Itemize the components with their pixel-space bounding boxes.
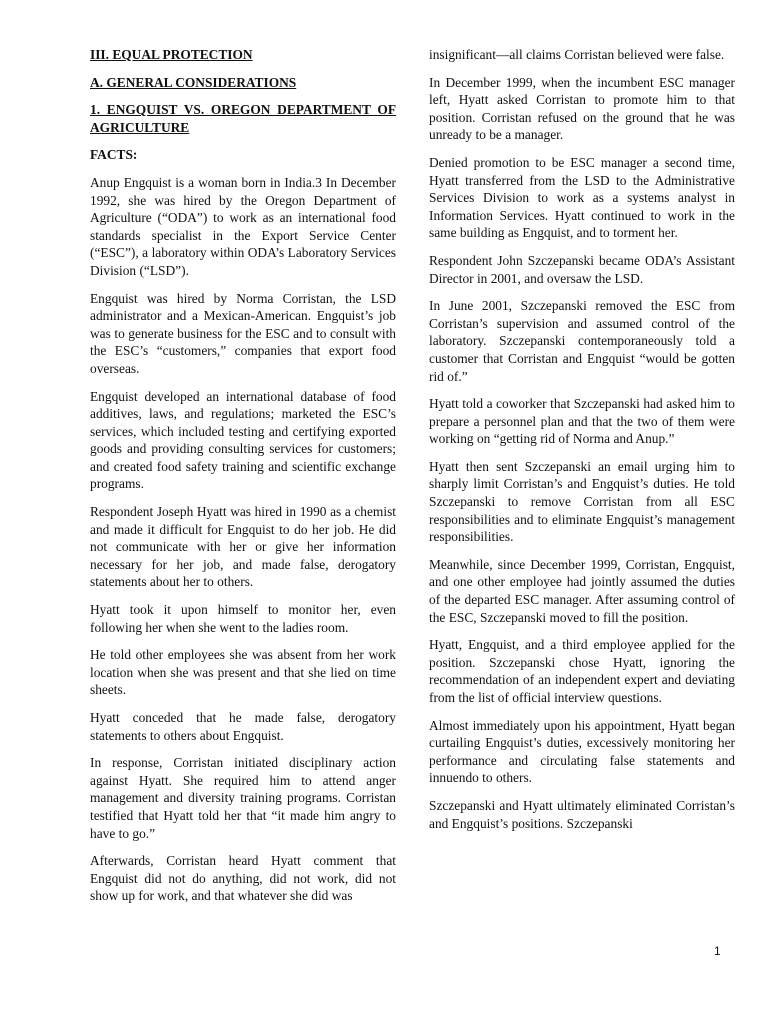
paragraph: Engquist developed an international database of food additives, laws, and regulations; marketed the ESC’s services, which included testing and certifying exported goods and providing consulting services for customers; and created food safety training and scientific exchange programs. xyxy=(90,388,396,492)
paragraph: Anup Engquist is a woman born in India.3 In December 1992, she was hired by the Oregon Department of Agriculture (“ODA”) to work as an international food standards specialist in the Export Service Center (“ESC”), a laboratory within ODA’s Laboratory Services Division (“LSD”). xyxy=(90,174,396,278)
paragraph: In response, Corristan initiated disciplinary action against Hyatt. She required him to attend anger management and diversity training programs. Corristan testified that Hyatt told her that “it made him angry to have to go.” xyxy=(90,755,396,841)
subsection-heading: A. GENERAL CONSIDERATIONS xyxy=(90,74,297,90)
paragraph: Szczepanski and Hyatt ultimately eliminated Corristan’s and Engquist’s positions. Szczepanski xyxy=(429,797,735,831)
paragraph: Hyatt took it upon himself to monitor her, even following her when she went to the ladies room. xyxy=(90,602,396,635)
page-number: 1 xyxy=(714,944,721,958)
left-column xyxy=(90,46,396,915)
paragraph: Hyatt conceded that he made false, derogatory statements to others about Engquist. xyxy=(90,710,396,743)
facts-heading: FACTS: xyxy=(90,147,138,163)
paragraph: Hyatt then sent Szczepanski an email urging him to sharply limit Corristan’s and Engquist’s duties. He told Szczepanski to remove Corristan from all ESC responsibilities and to eliminate Engquist’s management responsibilities. xyxy=(429,458,735,545)
paragraph: He told other employees she was absent from her work location when she was present and that she lied on time sheets. xyxy=(90,647,396,698)
right-column xyxy=(429,46,735,842)
paragraph: Respondent Joseph Hyatt was hired in 1990 as a chemist and made it difficult for Engquist to do her job. He did not communicate with her or give her information necessary for her job, and made false, derogatory statements about her to others. xyxy=(90,504,396,590)
paragraph: Meanwhile, since December 1999, Corristan, Engquist, and one other employee had jointly assumed the duties of the departed ESC manager. After assuming control of the ESC, Szczepanski moved to fill the position. xyxy=(429,556,735,625)
section-heading: III. EQUAL PROTECTION xyxy=(90,47,253,62)
paragraph: insignificant—all claims Corristan believed were false. xyxy=(429,47,725,62)
paragraph: Afterwards, Corristan heard Hyatt comment that Engquist did not do anything, did not work, did not show up for work, and that whatever she did was xyxy=(90,853,396,904)
paragraph: Hyatt, Engquist, and a third employee applied for the position. Szczepanski chose Hyatt, ignoring the recommendation of an independent expert and deviating from the list of official interview questions. xyxy=(429,637,735,705)
paragraph: Denied promotion to be ESC manager a second time, Hyatt transferred from the LSD to the Administrative Services Division to work as a systems analyst in Information Services. Hyatt continued to work in the same building as Engquist, and to torment her. xyxy=(429,154,735,241)
paragraph: Almost immediately upon his appointment, Hyatt began curtailing Engquist’s duties, excessively monitoring her performance and circulating false statements and innuendo to others. xyxy=(429,717,735,786)
paragraph: Respondent John Szczepanski became ODA’s Assistant Director in 2001, and oversaw the LSD. xyxy=(429,252,735,286)
paragraph: Hyatt told a coworker that Szczepanski had asked him to prepare a personnel plan and that the two of them were working on “getting rid of Norma and Anup.” xyxy=(429,396,735,447)
case-heading: 1. ENGQUIST VS. OREGON DEPARTMENT OF AGRICULTURE xyxy=(90,102,396,135)
paragraph: In December 1999, when the incumbent ESC manager left, Hyatt asked Corristan to promote him to that position. Corristan refused on the ground that he was unready to be a manager. xyxy=(429,74,735,143)
paragraph: In June 2001, Szczepanski removed the ESC from Corristan’s supervision and assumed control of the laboratory. Szczepanski contemporaneously told a customer that Corristan and Engquist “would be gotten rid of.” xyxy=(429,298,735,384)
paragraph: Engquist was hired by Norma Corristan, the LSD administrator and a Mexican-American. Engquist’s job was to generate business for the ESC and to consult with the ESC’s “customers,” companies that export food overseas. xyxy=(90,290,396,376)
